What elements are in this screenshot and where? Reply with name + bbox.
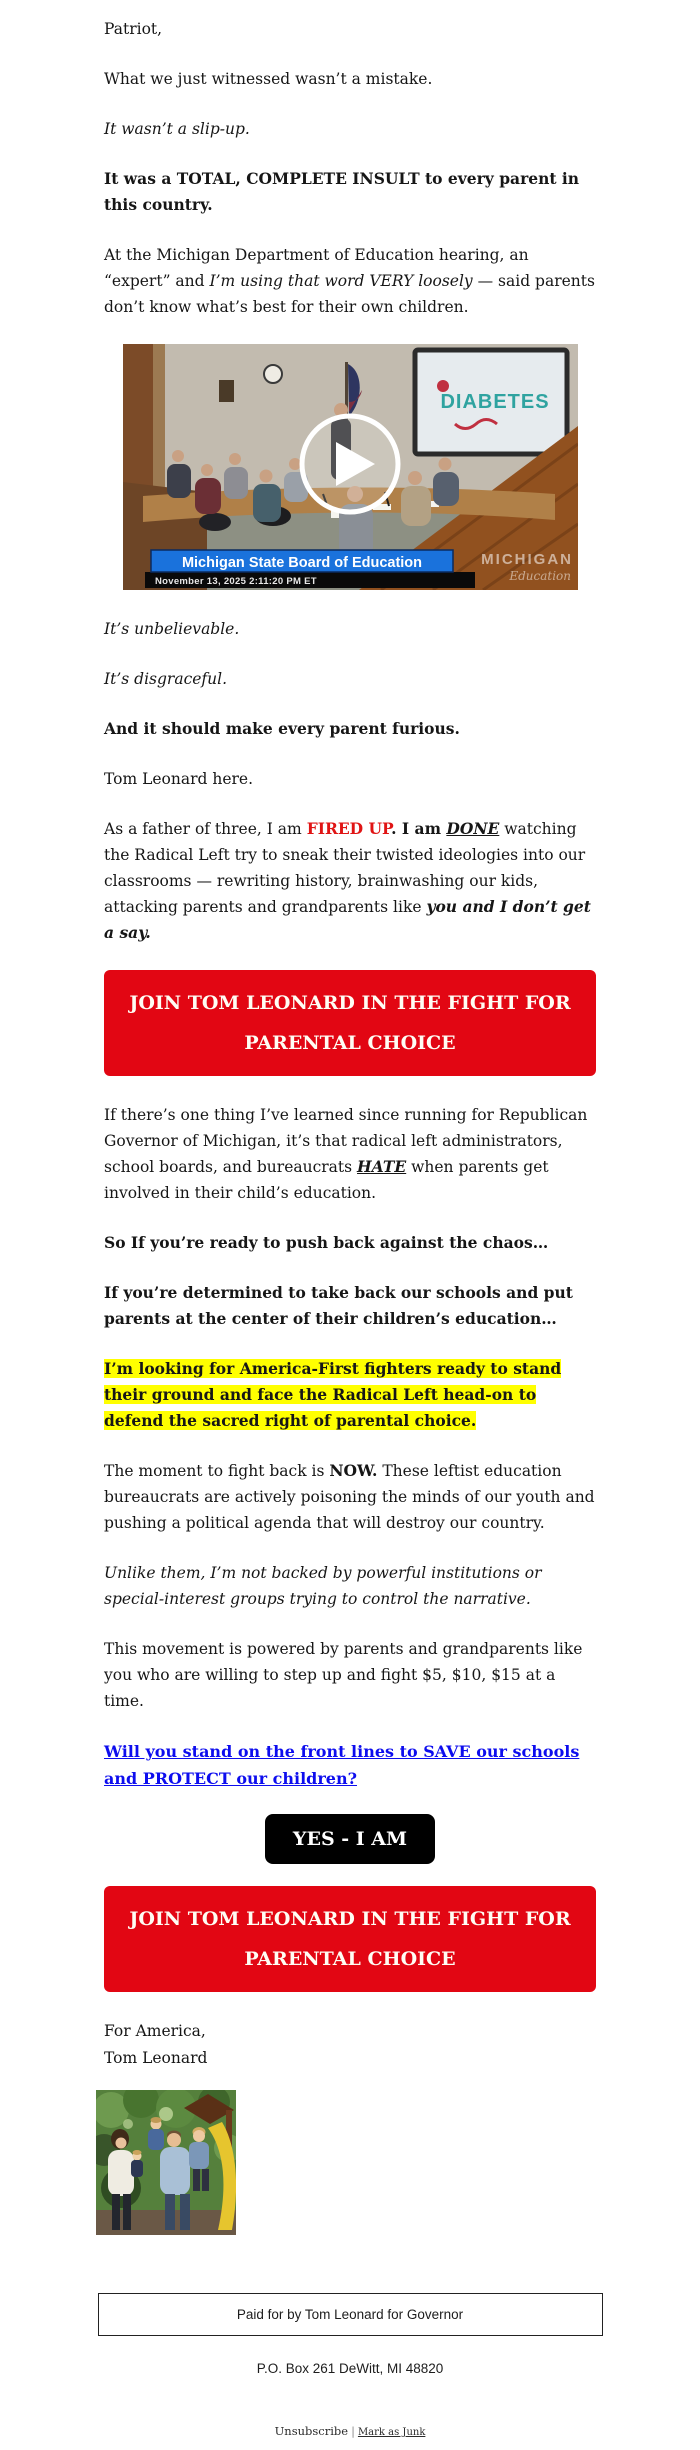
yes-i-am-button[interactable]: YES - I AM	[265, 1814, 435, 1864]
learned-pre: If there’s one thing I’ve learned since running for Republican Governor of Michigan, it’s that radical left administrators, school boards, and bureaucrats	[104, 1106, 588, 1176]
join-fight-button-top[interactable]	[104, 970, 596, 1076]
learned-post: when parents get involved in their child’s education.	[104, 1158, 549, 1202]
paragraph-fired-up	[104, 816, 596, 946]
unsubscribe-row	[0, 2424, 700, 2450]
moment-pre: The moment to fight back is	[104, 1462, 330, 1480]
paragraph-unbelievable: It’s unbelievable.	[104, 620, 240, 638]
join-fight-button-bottom[interactable]	[104, 1886, 596, 1992]
paragraph-moment	[104, 1458, 596, 1536]
cta-line2: PARENTAL CHOICE	[244, 1948, 456, 1970]
family-photo	[96, 2090, 236, 2235]
paragraph-learned	[104, 1102, 596, 1206]
cta-line1: JOIN TOM LEONARD IN THE FIGHT FOR	[129, 992, 571, 1014]
wall-clock	[264, 365, 282, 383]
no-say-emphasis: you and I don’t get a say.	[104, 897, 591, 942]
mailing-address: P.O. Box 261 DeWitt, MI 48820	[256, 2361, 444, 2376]
video-lower-third	[145, 550, 475, 588]
paragraph-mistake: What we just witnessed wasn’t a mistake.	[104, 70, 433, 88]
paid-for-disclaimer-box: Paid for by Tom Leonard for Governor	[98, 2293, 603, 2336]
paragraph-unlike: Unlike them, I’m not backed by powerful institutions or special-interest groups trying to control the narrative.	[104, 1564, 542, 1608]
paragraph-slipup: It wasn’t a slip-up.	[104, 120, 250, 138]
paragraph-highlighted	[104, 1356, 596, 1434]
signature-name: Tom Leonard	[104, 2049, 208, 2067]
paragraph-insult: It was a TOTAL, COMPLETE INSULT to every parent in this country.	[104, 169, 580, 214]
signature	[104, 2018, 596, 2072]
hearing-italic: I’m using that word VERY loosely	[209, 272, 473, 290]
greeting: Patriot,	[104, 20, 163, 38]
paragraph-disgraceful: It’s disgraceful.	[104, 670, 228, 688]
paragraph-movement: This movement is powered by parents and grandparents like you who are willing to step up and fight $5, $10, $15 at a time.	[104, 1640, 583, 1710]
paragraph-chaos: So If you’re ready to push back against the chaos…	[104, 1233, 549, 1252]
yellow-highlight-text: I’m looking for America-First fighters ready to stand their ground and face the Radical Left head-on to defend the sacred right of parental choice.	[104, 1359, 562, 1430]
moment-post: These leftist education bureaucrats are actively poisoning the minds of our youth and pushing a political agenda that will destroy our country.	[104, 1462, 595, 1532]
unsubscribe-link[interactable]: Unsubscribe	[274, 2424, 349, 2438]
presentation-screen	[415, 350, 567, 454]
play-button-icon[interactable]	[302, 416, 398, 512]
watermark-line2: Education	[508, 569, 571, 583]
video-caption-timestamp: November 13, 2025 2:11:20 PM ET	[154, 576, 317, 587]
fired-mid: . I am	[391, 819, 447, 838]
fired-pre: As a father of three, I am	[104, 820, 307, 838]
done-underlined-text: DONE	[446, 819, 500, 838]
paragraph-intro: Tom Leonard here.	[104, 770, 254, 788]
mark-as-junk-link[interactable]: Mark as Junk	[357, 2427, 426, 2438]
fired-up-red-text: FIRED UP	[306, 819, 392, 838]
paragraph-furious: And it should make every parent furious.	[104, 719, 460, 738]
signature-closing: For America,	[104, 2022, 206, 2040]
fired-mid2: watching the Radical Left try to sneak their twisted ideologies into our classrooms — rewriting history, brainwashing our kids, attacking parents and grandparents like	[104, 820, 586, 916]
hate-underlined-text: HATE	[357, 1157, 407, 1176]
email-footer	[0, 2293, 700, 2450]
footer-separator: |	[351, 2424, 355, 2438]
video-caption-title: Michigan State Board of Education	[181, 555, 422, 571]
cta-line1: JOIN TOM LEONARD IN THE FIGHT FOR	[129, 1908, 571, 1930]
wall-frame	[219, 380, 234, 402]
video-thumbnail[interactable]	[123, 344, 578, 590]
cta-line2: PARENTAL CHOICE	[244, 1032, 456, 1054]
paragraph-determined: If you’re determined to take back our schools and put parents at the center of their children’s education…	[104, 1283, 573, 1328]
paragraph-hearing	[104, 242, 596, 320]
watermark-line1: MICHIGAN	[480, 551, 573, 568]
stand-front-lines-link[interactable]: Will you stand on the front lines to SAVE our schools and PROTECT our children?	[104, 1742, 580, 1788]
now-bold-text: NOW.	[329, 1461, 378, 1480]
hearing-text-end: — said parents don’t know what’s best for their own children.	[104, 272, 595, 316]
email-content-column	[104, 0, 596, 2235]
screen-title-text: DIABETES	[439, 391, 550, 413]
hearing-text: At the Michigan Department of Education hearing, an “expert” and	[104, 246, 529, 290]
